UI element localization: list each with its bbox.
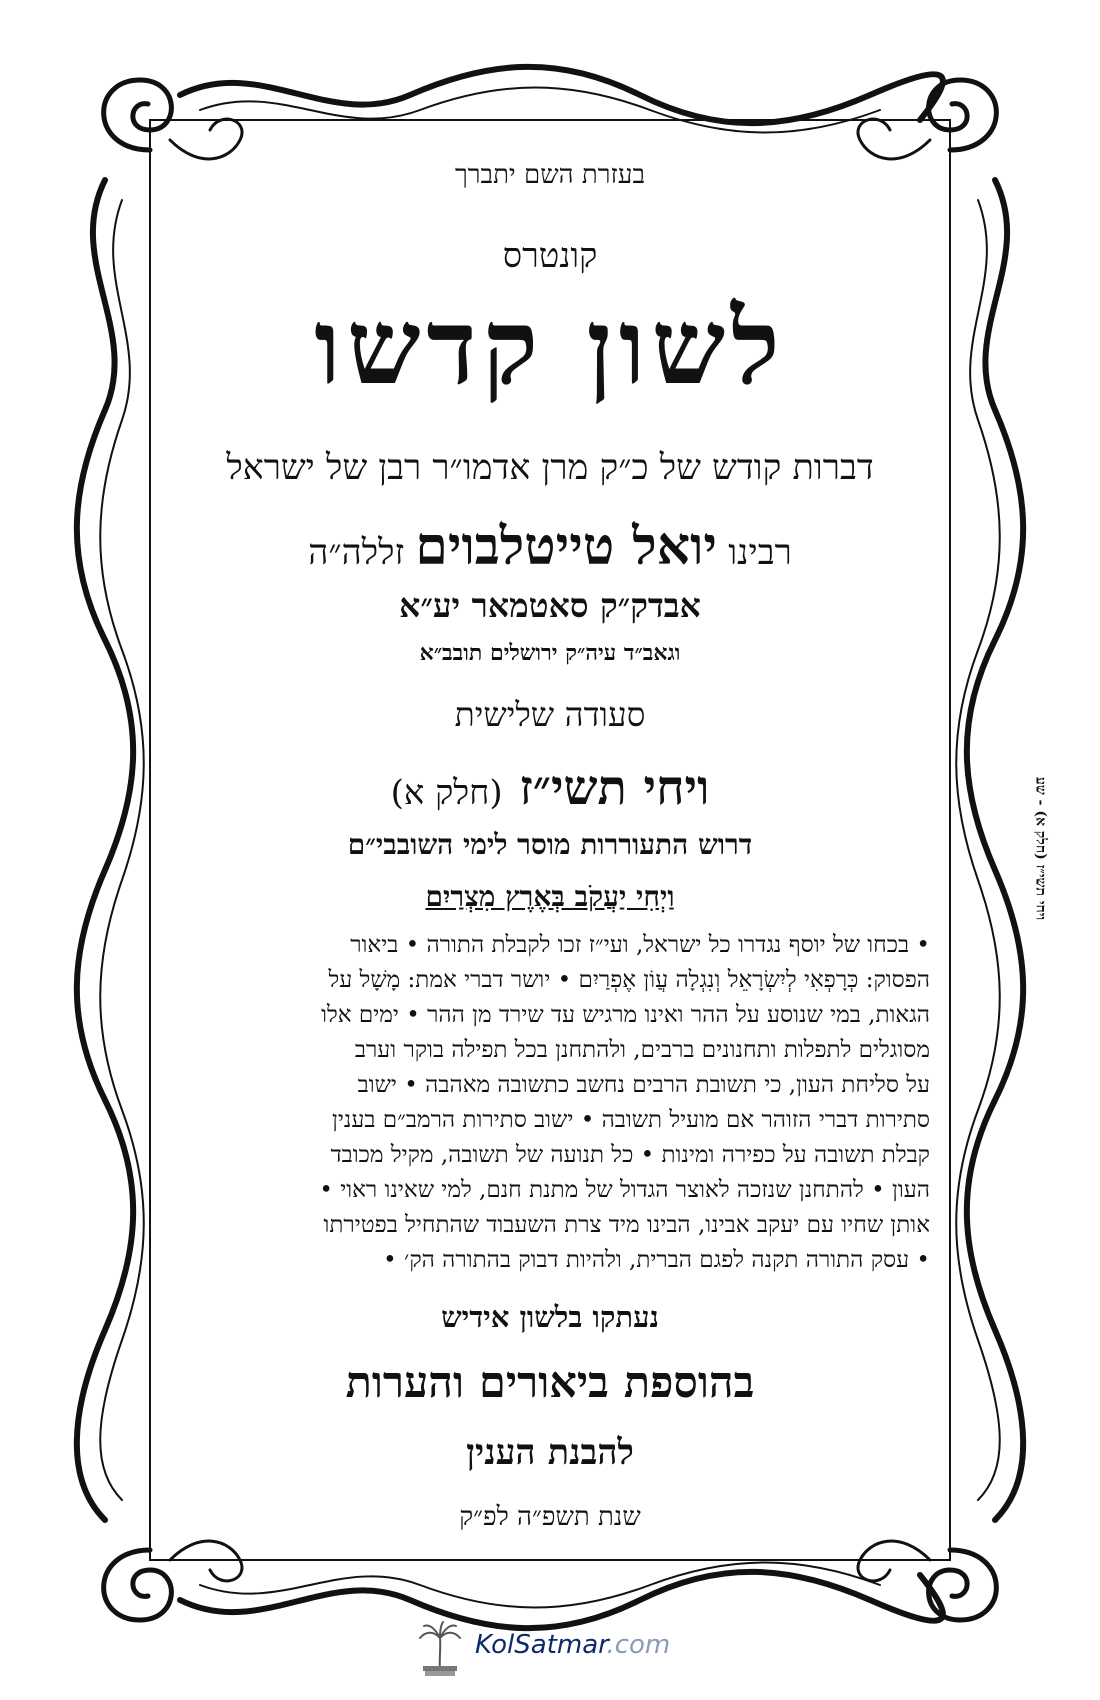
summary-line: • בכחו של יוסף נגדרו כל ישראל, ועי״ז זכו לקבלת התורה • ביאור bbox=[350, 932, 930, 958]
site-logo[interactable] bbox=[415, 1620, 685, 1680]
summary-line: העון • להתחנן שנזכה לאוצר הגדול של מתנת חנם, למי שאינו ראוי • bbox=[319, 1177, 930, 1203]
summary-line: קבלת תשובה על כפירה ומינות • כל תנועה של תשובה, מקיל מכובד bbox=[330, 1142, 930, 1168]
invocation: בעזרת השם יתברך bbox=[455, 160, 645, 190]
summary-line: הגאות, במי שנוסע על ההר ואינו מרגיש עד שירד מן ההר • ימים אלו bbox=[321, 1002, 930, 1028]
title-page-content bbox=[170, 140, 930, 1540]
side-running-header: ויחי תשי״ז (חלק א) - שע bbox=[1032, 776, 1049, 921]
parsha-line bbox=[170, 760, 930, 816]
site-name-main: KolSatmar bbox=[475, 1630, 607, 1660]
rabbi-name: יואל טייטלבוים bbox=[415, 516, 718, 577]
summary-line: מסוגלים לתפלות ותחנונים ברבים, ולהתחנן בכל תפילה בוקר וערב bbox=[354, 1037, 930, 1063]
part-label: (חלק א) bbox=[390, 773, 503, 813]
parsha-name: ויחי תשי״ז bbox=[519, 760, 710, 816]
understanding-heading: להבנת הענין bbox=[466, 1432, 634, 1473]
drush-heading: דרוש התעוררות מוסר לימי השובבי״ם bbox=[347, 828, 753, 861]
rabbi-title-primary: אבדק״ק סאטמאר יע״א bbox=[399, 586, 701, 625]
summary-line: הפסוק: כְּרָפְאִי לְיִשְׂרָאֵל וְנִגְלָה עֲוֹן אֶפְרַיִם • יושר דברי אמת: מָשָׁל על bbox=[328, 967, 930, 993]
site-name bbox=[475, 1630, 670, 1660]
main-title: לשון קדשו bbox=[314, 285, 786, 408]
rabbi-title-secondary: וגאב״ד עיה״ק ירושלים תובב״א bbox=[419, 640, 681, 666]
summary-line: על סליחת העון, כי תשובת הרבים נחשב כתשובה מאהבה • ישוב bbox=[357, 1072, 930, 1098]
kuntres-label: קונטרס bbox=[502, 236, 598, 276]
summary-line: סתירות דברי הזוהר אם מועיל תשובה • ישוב סתירות הרמב״ם בענין bbox=[332, 1107, 930, 1133]
rabbi-suffix: זללה״ה bbox=[308, 533, 405, 573]
occasion: סעודה שלישית bbox=[454, 695, 646, 734]
translation-note: נעתקו בלשון אידיש bbox=[441, 1300, 659, 1334]
publication-year: שנת תשפ״ה לפ״ק bbox=[459, 1502, 641, 1532]
verse-heading: וַיְחִי יַעֲקֹב בְּאֶרֶץ מִצְרַיִם bbox=[425, 880, 675, 913]
summary-paragraph bbox=[170, 928, 930, 1278]
summary-line: • עסק התורה תקנה לפגם הברית, ולהיות דבוק בהתורה הק׳ • bbox=[383, 1247, 930, 1273]
subtitle-line: דברות קודש של כ״ק מרן אדמו״ר רבן של ישראל bbox=[226, 448, 874, 488]
palm-tree-books-icon bbox=[415, 1620, 465, 1678]
site-tld: .com bbox=[606, 1630, 671, 1660]
additions-heading: בהוספת ביאורים והערות bbox=[345, 1358, 755, 1408]
summary-line: אותן שחיו עם יעקב אבינו, הבינו מיד צרת השעבוד שהתחיל בפטירתו bbox=[323, 1212, 930, 1238]
rabbi-prefix: רבינו bbox=[728, 533, 792, 573]
rabbi-name-line bbox=[170, 516, 930, 577]
